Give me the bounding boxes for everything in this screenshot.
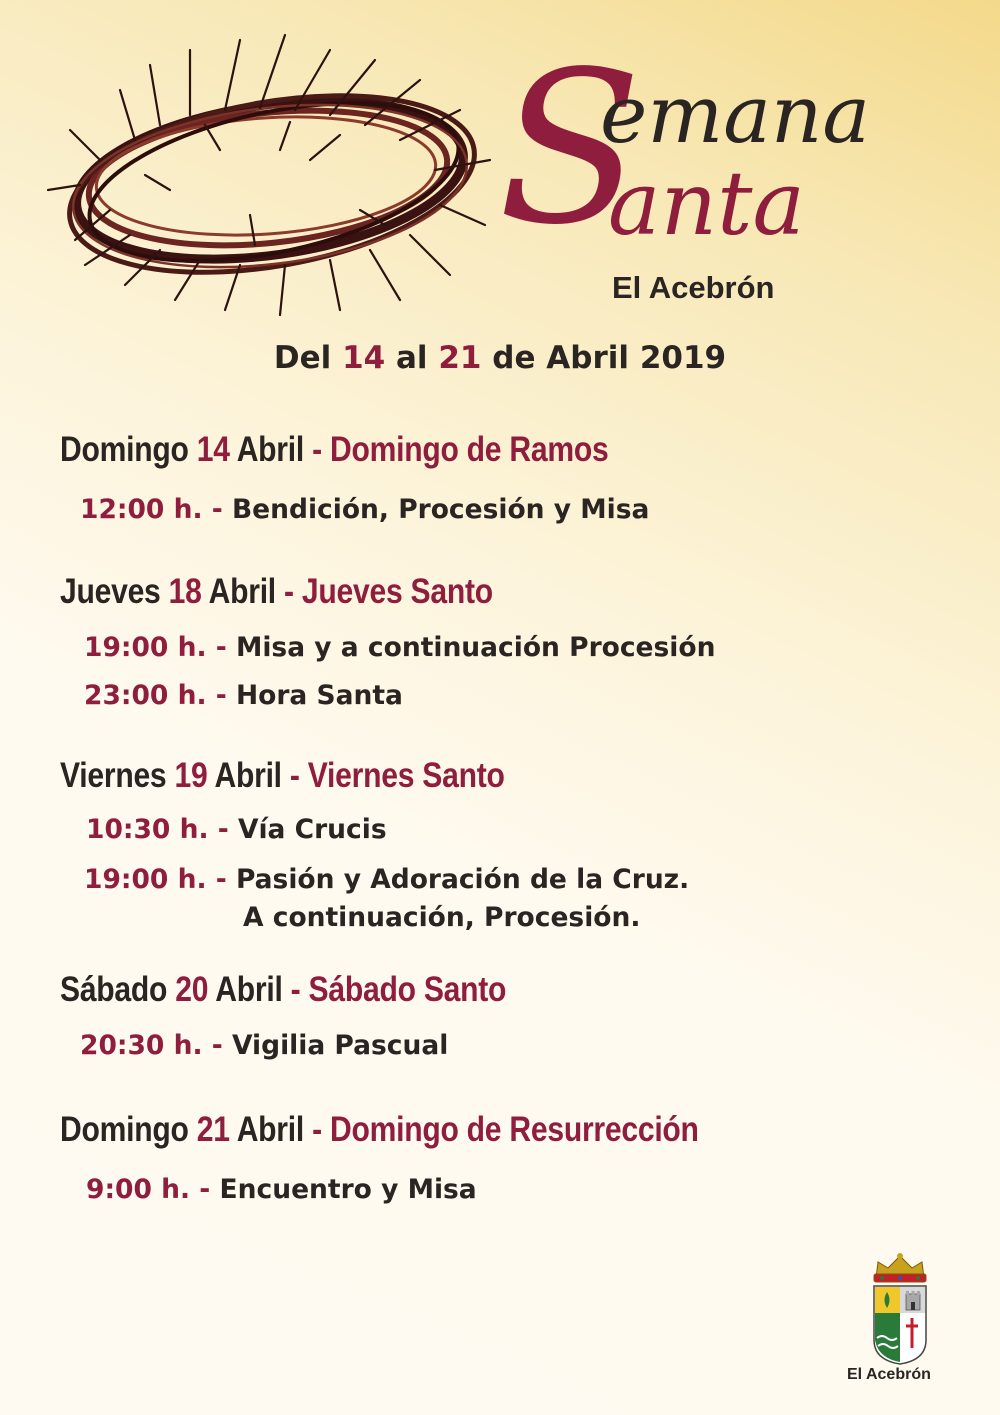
day-name: Domingo de Resurrección <box>329 1110 699 1149</box>
day-separator: - <box>303 1110 330 1149</box>
day-heading <box>60 756 505 796</box>
event-row <box>84 864 689 895</box>
event-dash: - <box>206 680 236 711</box>
day-weekday: Domingo <box>60 430 189 469</box>
event-dash: - <box>202 494 232 525</box>
day-number: 19 <box>174 756 208 795</box>
event-desc: Misa y a continuación Procesión <box>235 632 716 663</box>
day-month: Abril <box>215 970 283 1009</box>
day-separator: - <box>281 756 308 795</box>
day-month: Abril <box>236 430 304 469</box>
date-day-to: 21 <box>438 340 482 376</box>
event-dash: - <box>208 814 238 845</box>
event-time: 19:00 h. <box>84 632 207 663</box>
crown-of-thorns-icon <box>40 10 500 320</box>
event-row <box>80 494 649 525</box>
day-heading <box>60 430 608 470</box>
day-heading <box>60 1110 699 1150</box>
event-row <box>80 1030 448 1061</box>
event-time: 23:00 h. <box>84 680 207 711</box>
event-dash: - <box>206 632 236 663</box>
event-desc: Vigilia Pascual <box>231 1030 449 1061</box>
day-weekday: Sábado <box>60 970 168 1009</box>
day-month: Abril <box>208 572 276 611</box>
event-dash: - <box>202 1030 232 1061</box>
day-weekday: Jueves <box>60 572 161 611</box>
event-desc-continuation: A continuación, Procesión. <box>243 902 641 933</box>
day-heading <box>60 970 506 1010</box>
title-word-semana: emana <box>600 68 871 161</box>
coat-of-arms-icon <box>868 1248 932 1368</box>
title-word-santa: anta <box>608 152 805 255</box>
title-initial-s: S <box>498 26 642 271</box>
day-month: Abril <box>236 1110 304 1149</box>
date-text-1: Del <box>273 340 343 376</box>
day-separator: - <box>282 970 309 1009</box>
event-desc: Vía Crucis <box>237 814 387 845</box>
day-month: Abril <box>214 756 282 795</box>
day-weekday: Viernes <box>60 756 167 795</box>
event-time: 9:00 h. <box>86 1174 191 1205</box>
event-time: 19:00 h. <box>84 864 207 895</box>
event-desc: Hora Santa <box>235 680 403 711</box>
event-time: 12:00 h. <box>80 494 203 525</box>
event-desc: Bendición, Procesión y Misa <box>231 494 650 525</box>
footer-town-label: El Acebrón <box>847 1366 931 1383</box>
day-name: Sábado Santo <box>308 970 507 1009</box>
event-row <box>84 680 403 711</box>
day-weekday: Domingo <box>60 1110 189 1149</box>
day-number: 18 <box>168 572 202 611</box>
subtitle-town: El Acebrón <box>612 270 775 305</box>
day-separator: - <box>303 430 330 469</box>
day-name: Domingo de Ramos <box>329 430 609 469</box>
day-name: Jueves Santo <box>301 572 493 611</box>
date-text-3: de Abril 2019 <box>481 340 727 376</box>
day-number: 14 <box>196 430 230 469</box>
event-time: 20:30 h. <box>80 1030 203 1061</box>
day-number: 20 <box>175 970 209 1009</box>
event-row <box>86 1174 477 1205</box>
event-desc: Encuentro y Misa <box>219 1174 477 1205</box>
event-desc: Pasión y Adoración de la Cruz. <box>235 864 690 895</box>
event-row <box>84 632 715 663</box>
event-dash: - <box>190 1174 220 1205</box>
event-row <box>86 814 387 845</box>
date-day-from: 14 <box>342 340 386 376</box>
day-heading <box>60 572 493 612</box>
event-time: 10:30 h. <box>86 814 209 845</box>
day-number: 21 <box>196 1110 230 1149</box>
date-text-2: al <box>385 340 439 376</box>
day-separator: - <box>275 572 302 611</box>
day-name: Viernes Santo <box>307 756 505 795</box>
event-dash: - <box>206 864 236 895</box>
date-range <box>0 340 1000 376</box>
